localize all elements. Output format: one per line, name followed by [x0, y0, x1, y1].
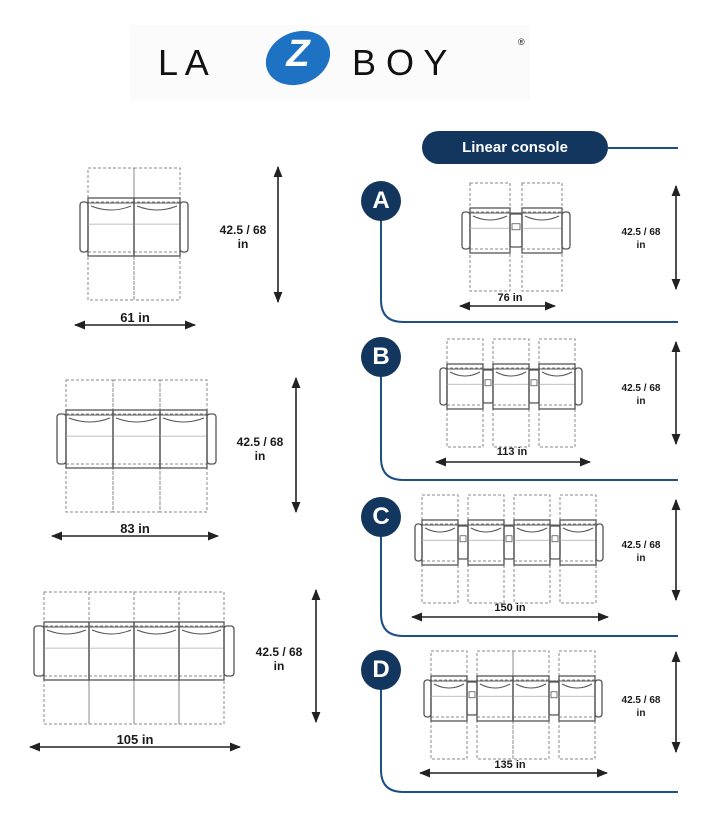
config-c-console-2-cupholder [506, 536, 512, 542]
sofa-83-seat-3 [160, 410, 207, 468]
config-c-seat-2-back-curve [471, 528, 501, 532]
sofa-83-seat-1 [66, 410, 113, 468]
sofa-105-seat-1-recline-bottom [44, 676, 89, 724]
config-b-seat-1-back-curve [450, 372, 480, 376]
config-b-seat-2-back-curve [496, 372, 526, 376]
sofa-105-seat-3-recline-top [134, 592, 179, 626]
config-b-left-arm [440, 368, 447, 405]
sofa-83-seat-2-back-curve [116, 418, 157, 422]
config-c-seat-1 [422, 520, 458, 565]
config-d-seat-3-recline-bottom [513, 717, 549, 759]
sofa-83-seat-1-recline-top [66, 380, 113, 414]
config-c-seat-1-back-curve [425, 528, 455, 532]
sofa-61-left-arm [80, 202, 88, 252]
config-d-console-1-cupholder [469, 692, 475, 698]
sofa-61-seat-1-recline-bottom [88, 252, 134, 300]
sofa-105-seat-2 [89, 622, 134, 680]
sofa-105-seat-4-recline-bottom [179, 676, 224, 724]
sofa-105-seat-1 [44, 622, 89, 680]
sofa-83-left-arm [57, 414, 66, 464]
config-b-seat-3-recline-bottom [539, 405, 575, 447]
sofa-83-height-label: 42.5 / 68 in [236, 435, 284, 463]
config-d-seat-3 [513, 676, 549, 721]
config-c-console-2 [504, 526, 514, 559]
sofa-105-height-label: 42.5 / 68 in [255, 645, 303, 673]
config-d-seat-2-recline-bottom [477, 717, 513, 759]
sofa-83-width-label: 83 in [120, 521, 150, 536]
sofa-83-seat-2-recline-bottom [113, 464, 160, 512]
config-c-console-3-cupholder [552, 536, 558, 542]
config-d-console-3 [549, 682, 559, 715]
sofa-105-seat-3-recline-bottom [134, 676, 179, 724]
config-b-console-2 [529, 370, 539, 403]
config-c-right-arm [596, 524, 603, 561]
sofa-61-right-arm [180, 202, 188, 252]
config-b-console-1-cupholder [485, 380, 491, 386]
config-a-right-arm [562, 212, 570, 249]
config-b-console-1 [483, 370, 493, 403]
config-c-console-1 [458, 526, 468, 559]
sofa-105-width-label: 105 in [116, 732, 154, 747]
sofa-61-seat-2-back-curve [137, 206, 177, 210]
config-c-left-arm [415, 524, 422, 561]
linear-console-pill: Linear console [422, 131, 608, 164]
sofa-83-seat-1-back-curve [69, 418, 110, 422]
sofa-105-seat-2-recline-top [89, 592, 134, 626]
config-b-seat-1-recline-bottom [447, 405, 483, 447]
config-d-seat-1-back-curve [434, 684, 464, 688]
config-c-height-label: 42.5 / 68 in [621, 540, 661, 564]
config-a-console-1 [510, 214, 522, 247]
logo-text-right: B O Y [352, 42, 448, 83]
config-d-height-label: 42.5 / 68 in [621, 695, 661, 719]
logo-registered-mark: ® [518, 37, 525, 47]
config-d-console-3-cupholder [551, 692, 557, 698]
logo-text-left: L A [158, 42, 209, 83]
config-c-seat-3-recline-bottom [514, 561, 550, 603]
config-b-seat-3-back-curve [542, 372, 572, 376]
config-a-seat-1 [470, 208, 510, 253]
config-b-width-label: 113 in [496, 446, 528, 458]
config-b-seat-2-recline-bottom [493, 405, 529, 447]
sofa-61-seat-2 [134, 198, 180, 256]
sofa-61-height-label: 42.5 / 68 in [219, 223, 267, 251]
config-b-height-label: 42.5 / 68 in [621, 383, 661, 407]
sofa-105-seat-3 [134, 622, 179, 680]
sofa-61-seat-1 [88, 198, 134, 256]
sofa-105-seat-1-recline-top [44, 592, 89, 626]
config-d-seat-1-recline-bottom [431, 717, 467, 759]
config-c-seat-2-recline-bottom [468, 561, 504, 603]
config-b-badge: B [361, 337, 401, 377]
sofa-83-seat-3-back-curve [163, 418, 204, 422]
config-b-seat-3 [539, 364, 575, 409]
sofa-61-seat-2-recline-top [134, 168, 180, 202]
config-a-seat-2-back-curve [525, 216, 559, 220]
config-c-seat-3-back-curve [517, 528, 547, 532]
config-a-height-label: 42.5 / 68 in [621, 227, 661, 251]
config-d-seat-4 [559, 676, 595, 721]
config-d-badge: D [361, 650, 401, 690]
sofa-61-seat-1-recline-top [88, 168, 134, 202]
config-d-seat-2 [477, 676, 513, 721]
sofa-83-right-arm [207, 414, 216, 464]
config-c-console-3 [550, 526, 560, 559]
config-c-seat-2 [468, 520, 504, 565]
config-c-seat-3 [514, 520, 550, 565]
config-d-seat-4-back-curve [562, 684, 592, 688]
config-a-seat-2 [522, 208, 562, 253]
config-c-seat-4 [560, 520, 596, 565]
logo-z: Z [286, 33, 310, 75]
sofa-105-seat-4-recline-top [179, 592, 224, 626]
config-b-right-arm [575, 368, 582, 405]
config-d-seat-4-recline-bottom [559, 717, 595, 759]
sofa-105-seat-4-back-curve [182, 630, 221, 634]
config-b-seat-2 [493, 364, 529, 409]
sofa-83-seat-3-recline-bottom [160, 464, 207, 512]
config-c-badge: C [361, 497, 401, 537]
sofa-61-width-label: 61 in [120, 310, 150, 325]
sofa-105-seat-2-recline-bottom [89, 676, 134, 724]
config-d-left-arm [424, 680, 431, 717]
config-a-left-arm [462, 212, 470, 249]
sofa-105-seat-3-back-curve [137, 630, 176, 634]
config-c-seat-4-recline-bottom [560, 561, 596, 603]
sofa-105-seat-1-back-curve [47, 630, 86, 634]
sofa-83-seat-2 [113, 410, 160, 468]
config-a-console-1-cupholder [512, 224, 520, 230]
config-c-console-1-cupholder [460, 536, 466, 542]
config-d-seat-3-back-curve [516, 684, 546, 688]
sofa-105-left-arm [34, 626, 44, 676]
config-a-badge: A [361, 181, 401, 221]
sofa-83-seat-1-recline-bottom [66, 464, 113, 512]
config-a-seat-2-recline-bottom [522, 249, 562, 291]
config-d-width-label: 135 in [494, 759, 526, 771]
config-d-right-arm [595, 680, 602, 717]
config-a-seat-1-back-curve [473, 216, 507, 220]
config-a-width-label: 76 in [497, 292, 523, 304]
config-d-seat-1 [431, 676, 467, 721]
config-c-width-label: 150 in [494, 602, 526, 614]
sofa-61-seat-1-back-curve [91, 206, 131, 210]
sofa-105-seat-4 [179, 622, 224, 680]
sofa-105-right-arm [224, 626, 234, 676]
sofa-83-seat-3-recline-top [160, 380, 207, 414]
sofa-83-seat-2-recline-top [113, 380, 160, 414]
sofa-61-seat-2-recline-bottom [134, 252, 180, 300]
config-c-seat-1-recline-bottom [422, 561, 458, 603]
config-c-seat-4-back-curve [563, 528, 593, 532]
config-b-console-2-cupholder [531, 380, 537, 386]
config-d-console-1 [467, 682, 477, 715]
sofa-105-seat-2-back-curve [92, 630, 131, 634]
config-b-seat-1 [447, 364, 483, 409]
config-a-seat-1-recline-bottom [470, 249, 510, 291]
config-d-seat-2-back-curve [480, 684, 510, 688]
